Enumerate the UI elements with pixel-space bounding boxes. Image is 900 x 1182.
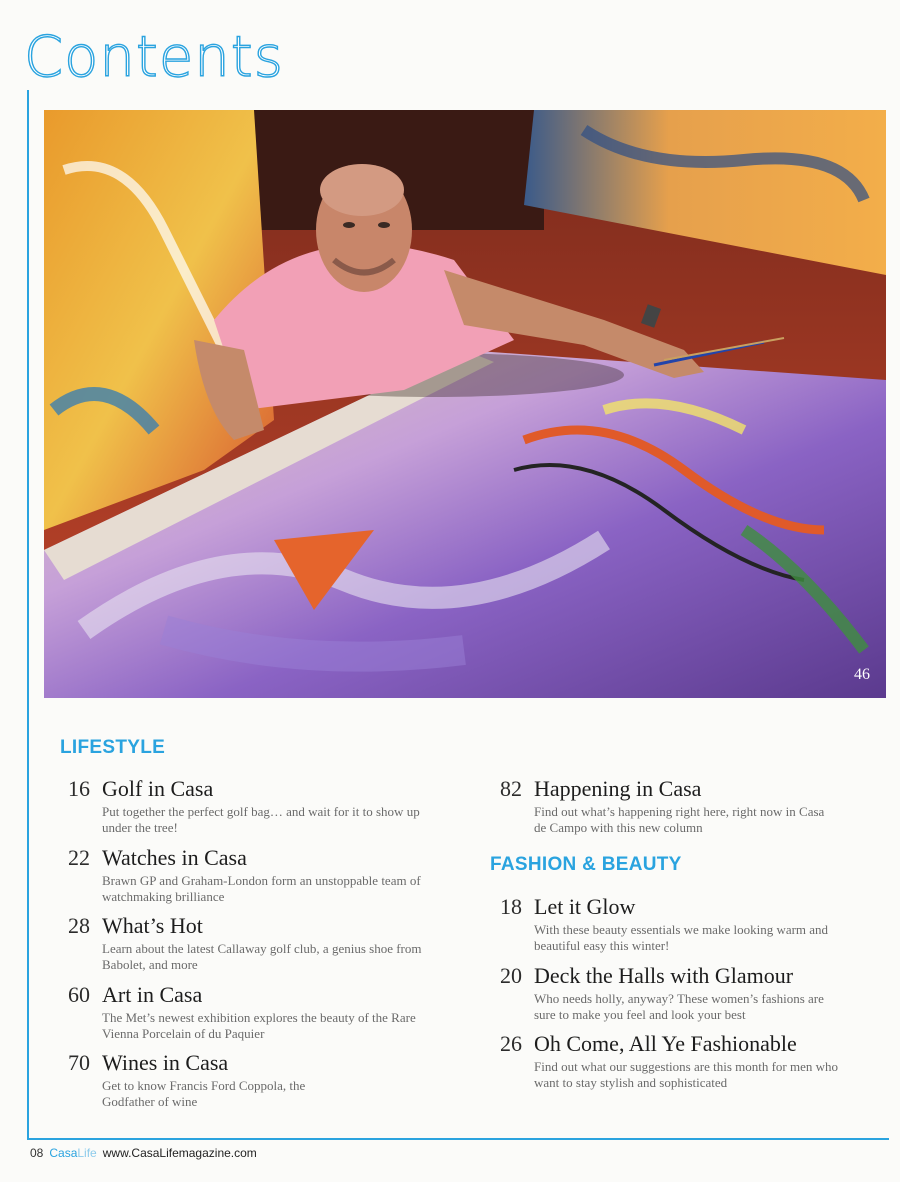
entry-description: With these beauty essentials we make looking warm and beautiful easy this winter! (534, 922, 829, 953)
left-accent-rule (27, 90, 29, 1140)
section-title-lifestyle: LIFESTYLE (60, 737, 166, 758)
entry-description: Find out what’s happening right here, right now in Casa de Campo with this new column (534, 804, 825, 835)
feature-photo (44, 110, 886, 698)
photo-page-reference: 46 (854, 666, 870, 683)
entry-page-number: 82 (500, 776, 522, 801)
entry-page-number: 20 (500, 963, 522, 988)
entry-title: Watches in Casa (102, 845, 247, 870)
entry-description: Learn about the latest Callaway golf club, a genius shoe from Babolet, and more (102, 941, 422, 972)
artist-painting-illustration (44, 110, 886, 698)
entry-title: Wines in Casa (102, 1050, 229, 1075)
entry-title: Happening in Casa (534, 776, 702, 801)
entry-page-number: 26 (500, 1031, 522, 1056)
entry-title: Art in Casa (102, 982, 203, 1007)
entry-title: Let it Glow (534, 894, 636, 919)
page-title: Contents (24, 25, 284, 90)
entry-page-number: 16 (68, 776, 90, 801)
entry-title: Golf in Casa (102, 776, 214, 801)
entry-title: Oh Come, All Ye Fashionable (534, 1031, 797, 1056)
footer-brand-casa: Casa (49, 1146, 78, 1160)
entry-description: The Met’s newest exhibition explores the beauty of the Rare Vienna Porcelain of du Paquier (102, 1010, 416, 1041)
entry-page-number: 70 (68, 1050, 90, 1075)
entry-description: Who needs holly, anyway? These women’s fashions are sure to make you feel and look your best (534, 991, 824, 1022)
footer-brand-life: Life (77, 1146, 97, 1160)
footer-page-number: 08 (30, 1146, 44, 1160)
entry-description: Brawn GP and Graham-London form an unstoppable team of watchmaking brilliance (102, 873, 421, 904)
entry-page-number: 18 (500, 894, 522, 919)
entry-description: Put together the perfect golf bag… and wait for it to show up under the tree! (102, 804, 420, 835)
footer-website-link[interactable]: www.CasaLifemagazine.com (102, 1146, 257, 1160)
bottom-accent-rule (27, 1138, 889, 1140)
entry-description: Find out what our suggestions are this month for men who want to stay stylish and sophisticated (534, 1059, 839, 1090)
entry-title: Deck the Halls with Glamour (534, 963, 794, 988)
entry-title: What’s Hot (102, 913, 203, 938)
entry-page-number: 22 (68, 845, 90, 870)
entry-page-number: 28 (68, 913, 90, 938)
entry-description: Get to know Francis Ford Coppola, the Godfather of wine (102, 1078, 306, 1109)
page-footer (30, 1146, 257, 1160)
section-title-fashion-beauty: FASHION & BEAUTY (490, 854, 682, 875)
entry-page-number: 60 (68, 982, 90, 1007)
